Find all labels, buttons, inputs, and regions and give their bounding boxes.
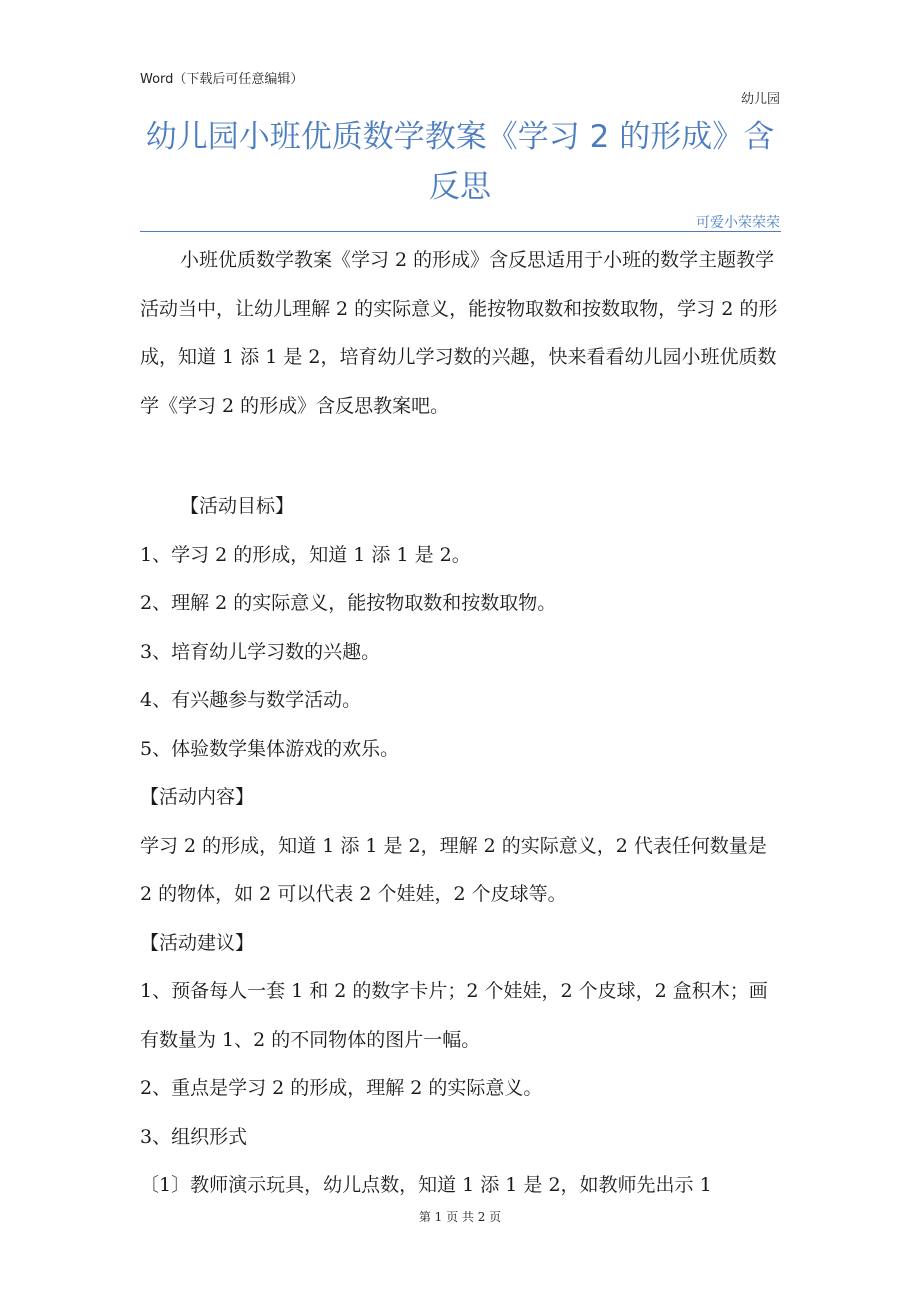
suggestion-item-1: 1、预备每人一套 1 和 2 的数字卡片；2 个娃娃，2 个皮球，2 盒积木；画有数量为 1、2 的不同物体的图片一幅。	[140, 980, 768, 1051]
suggestion-item-2: 2、重点是学习 2 的形成，理解 2 的实际意义。	[140, 1077, 543, 1099]
document-body	[140, 236, 780, 1210]
goal-item-2: 2、理解 2 的实际意义，能按物取数和按数取物。	[140, 592, 557, 614]
suggestions-heading: 【活动建议】	[140, 931, 255, 954]
goal-item-4: 4、有兴趣参与数学活动。	[140, 689, 362, 711]
goal-item-1: 1、学习 2 的形成，知道 1 添 1 是 2。	[140, 543, 471, 566]
content-paragraph: 学习 2 的形成，知道 1 添 1 是 2，理解 2 的实际意义，2 代表任何数量是 2 的物体，如 2 可以代表 2 个娃娃，2 个皮球等。	[140, 834, 767, 905]
goal-item-3: 3、培育幼儿学习数的兴趣。	[140, 640, 381, 663]
header-note: Word（下载后可任意编辑）	[140, 72, 304, 87]
suggestion-item-3: 3、组织形式	[140, 1125, 248, 1148]
header-category: 幼儿园	[740, 92, 780, 107]
goal-item-5: 5、体验数学集体游戏的欢乐。	[140, 737, 400, 760]
suggestion-item-4: 〔1〕教师演示玩具，幼儿点数，知道 1 添 1 是 2，如教师先出示 1	[140, 1174, 712, 1196]
document-title: 幼儿园小班优质数学教案《学习 2 的形成》含反思	[145, 119, 775, 205]
paragraph-spacer	[140, 430, 780, 482]
intro-paragraph: 小班优质数学教案《学习 2 的形成》含反思适用于小班的数学主题教学活动当中，让幼儿理解 2 的实际意义，能按物取数和按数取物，学习 2 的形成，知道 1 添 1 是 2，培育幼儿学习数的兴趣，快来看看幼儿园小班优质数学《学习 2 的形成》含反思教案吧。	[140, 249, 778, 417]
goals-heading: 【活动目标】	[180, 495, 295, 517]
title-divider	[140, 231, 781, 232]
content-heading: 【活动内容】	[140, 786, 255, 808]
author-name: 可爱小荣荣荣	[696, 215, 780, 231]
page-footer: 第 1 页 共 2 页	[418, 1210, 502, 1224]
